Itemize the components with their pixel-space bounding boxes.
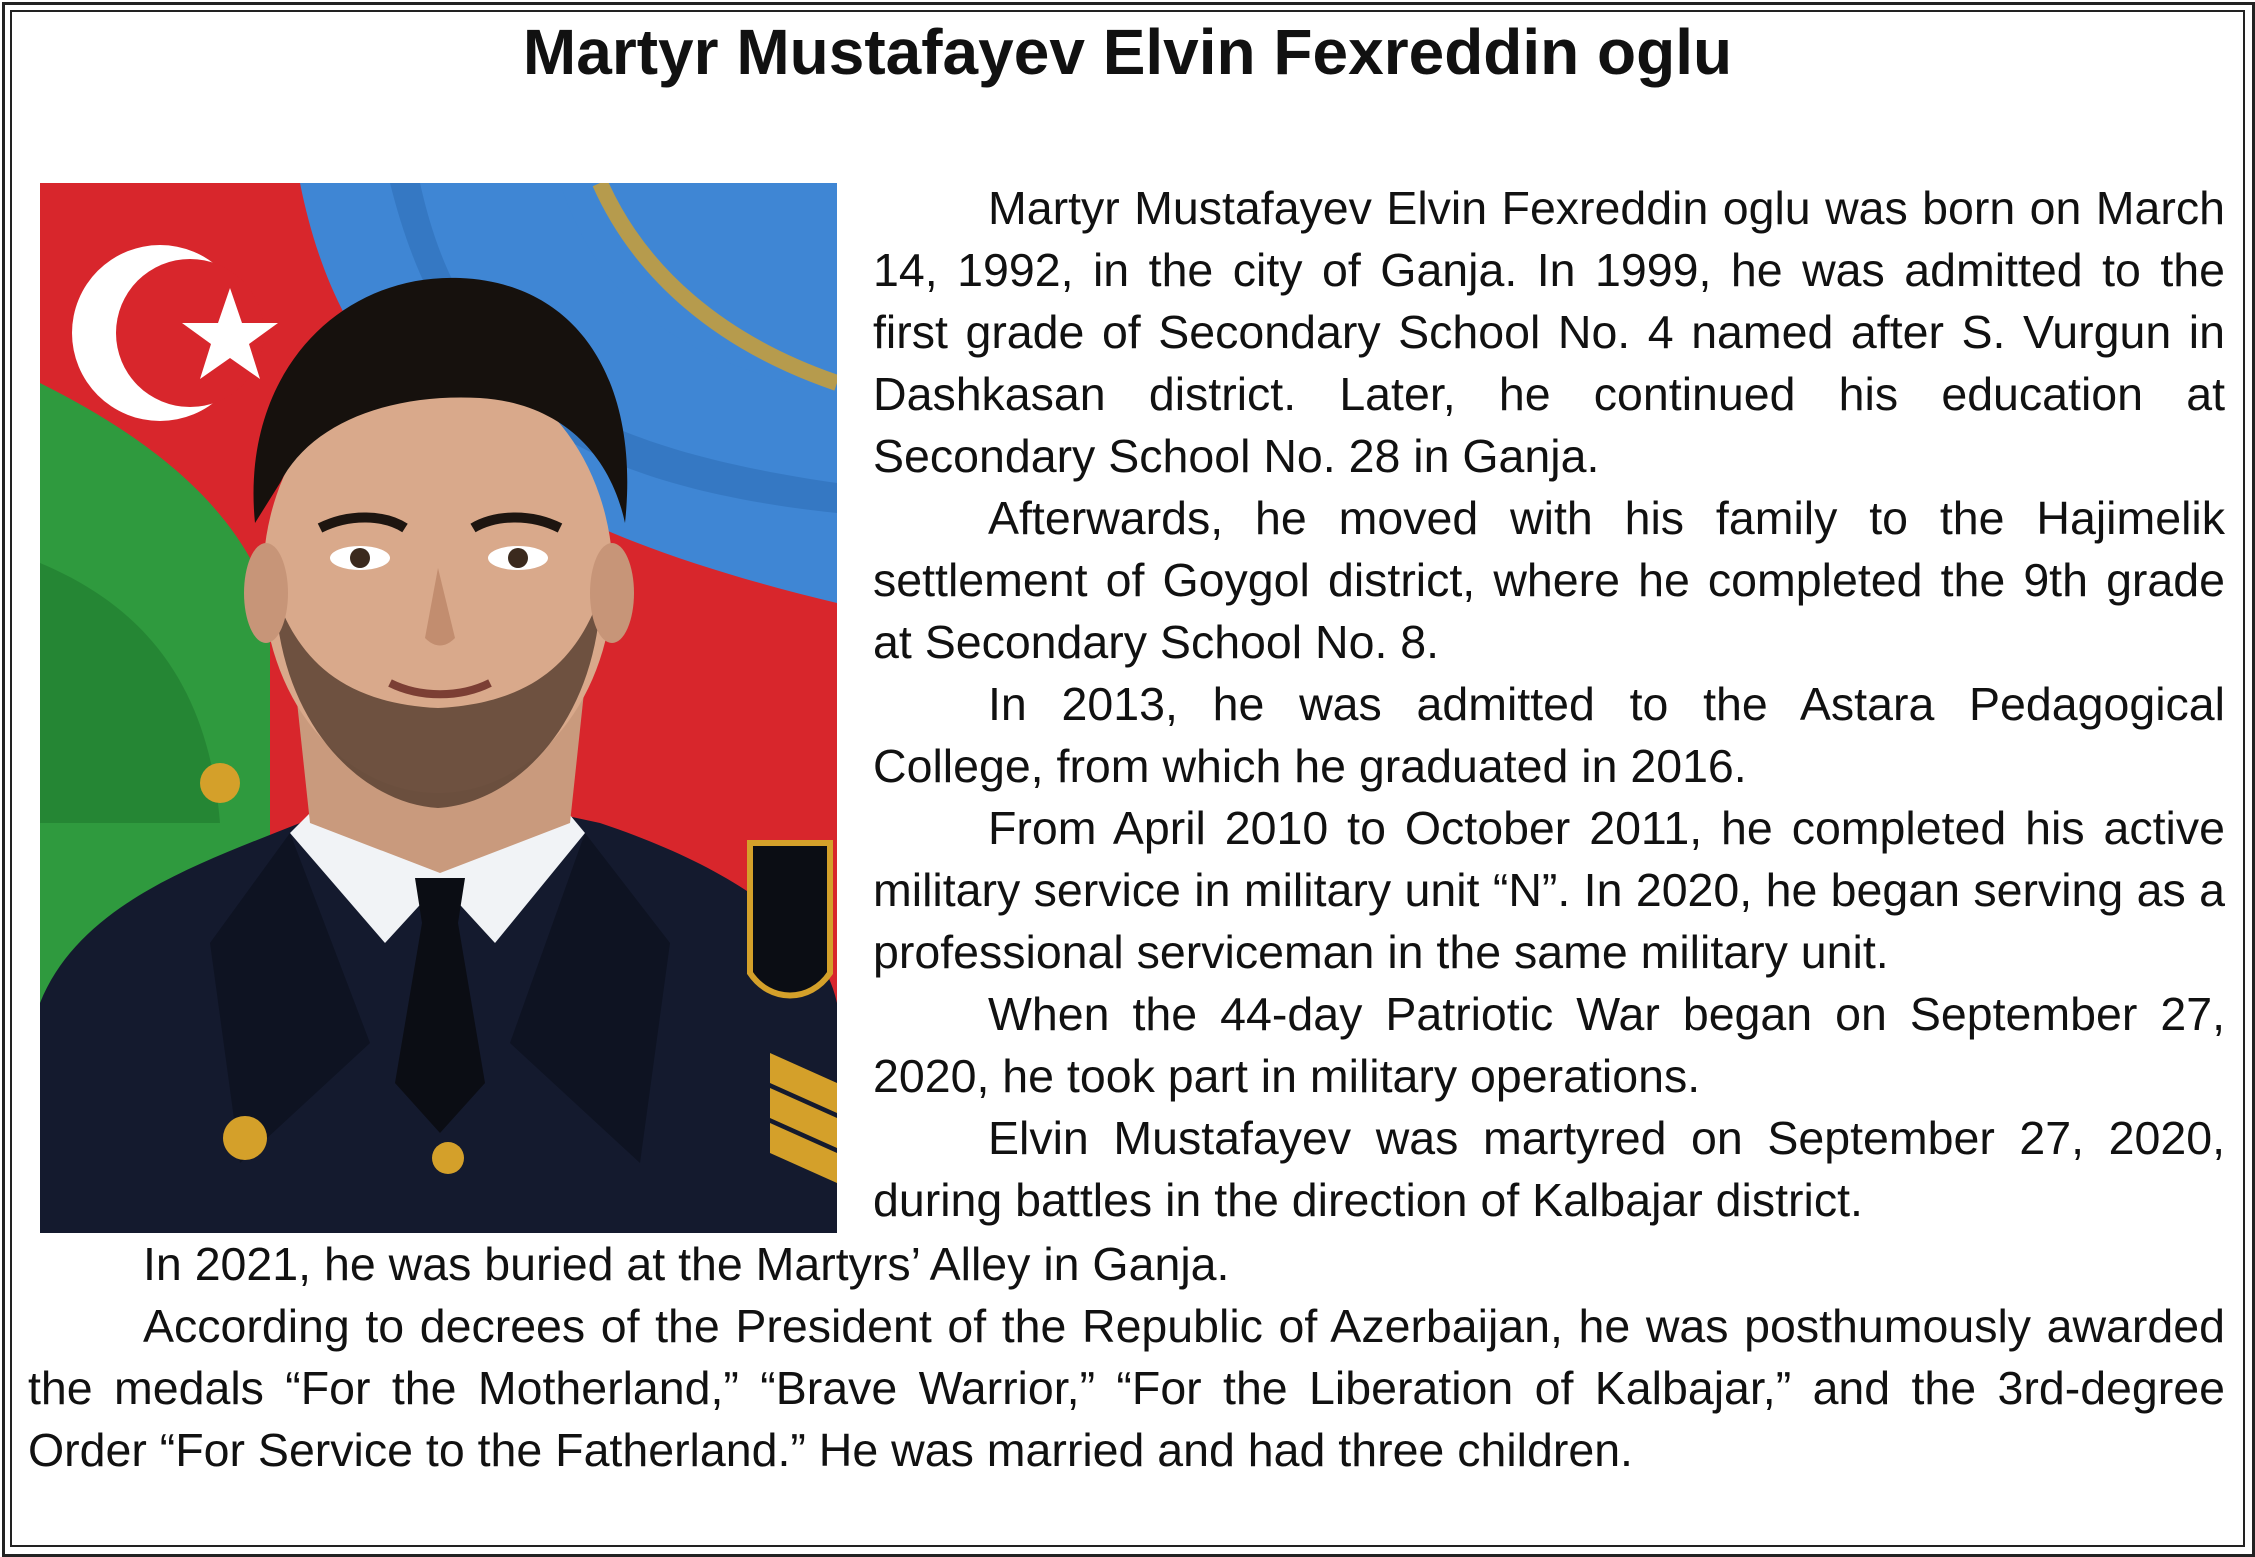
paragraph-college: In 2013, he was admitted to the Astara Pedagogical College, from which he graduated in 2016. <box>873 678 2225 792</box>
paragraph-patriotic-war: When the 44-day Patriotic War began on September 27, 2020, he took part in military operations. <box>873 988 2225 1102</box>
portrait-photo <box>40 183 837 1233</box>
paragraph-move-goygol: Afterwards, he moved with his family to the Hajimelik settlement of Goygol district, where he completed the 9th grade at Secondary School No. 8. <box>873 492 2225 668</box>
paragraph-martyrdom: Elvin Mustafayev was martyred on September 27, 2020, during battles in the direction of Kalbajar district. <box>873 1112 2225 1226</box>
paragraph-burial: In 2021, he was buried at the Martyrs’ Alley in Ganja. <box>143 1238 1230 1290</box>
paragraph-birth-education: Martyr Mustafayev Elvin Fexreddin oglu was born on March 14, 1992, in the city of Ganja. In 1999, he was admitted to the first grade of Secondary School No. 4 named after S. Vurgun in Dashkasan district. Later, he continued his education at Secondary School No. 28 in Ganja. <box>873 182 2225 482</box>
biography-text-full <box>28 1233 2225 1481</box>
biography-text-right <box>873 177 2225 1231</box>
paragraph-military-service: From April 2010 to October 2011, he completed his active military service in military unit “N”. In 2020, he began serving as a professional serviceman in the same military unit. <box>873 802 2225 978</box>
paragraph-awards: According to decrees of the President of the Republic of Azerbaijan, he was posthumously awarded the medals “For the Motherland,” “Brave Warrior,” “For the Liberation of Kalbajar,” and the 3rd-degree Order “For Service to the Fatherland.” He was married and had three children. <box>28 1300 2225 1476</box>
page-title: Martyr Mustafayev Elvin Fexreddin oglu <box>522 16 1733 88</box>
